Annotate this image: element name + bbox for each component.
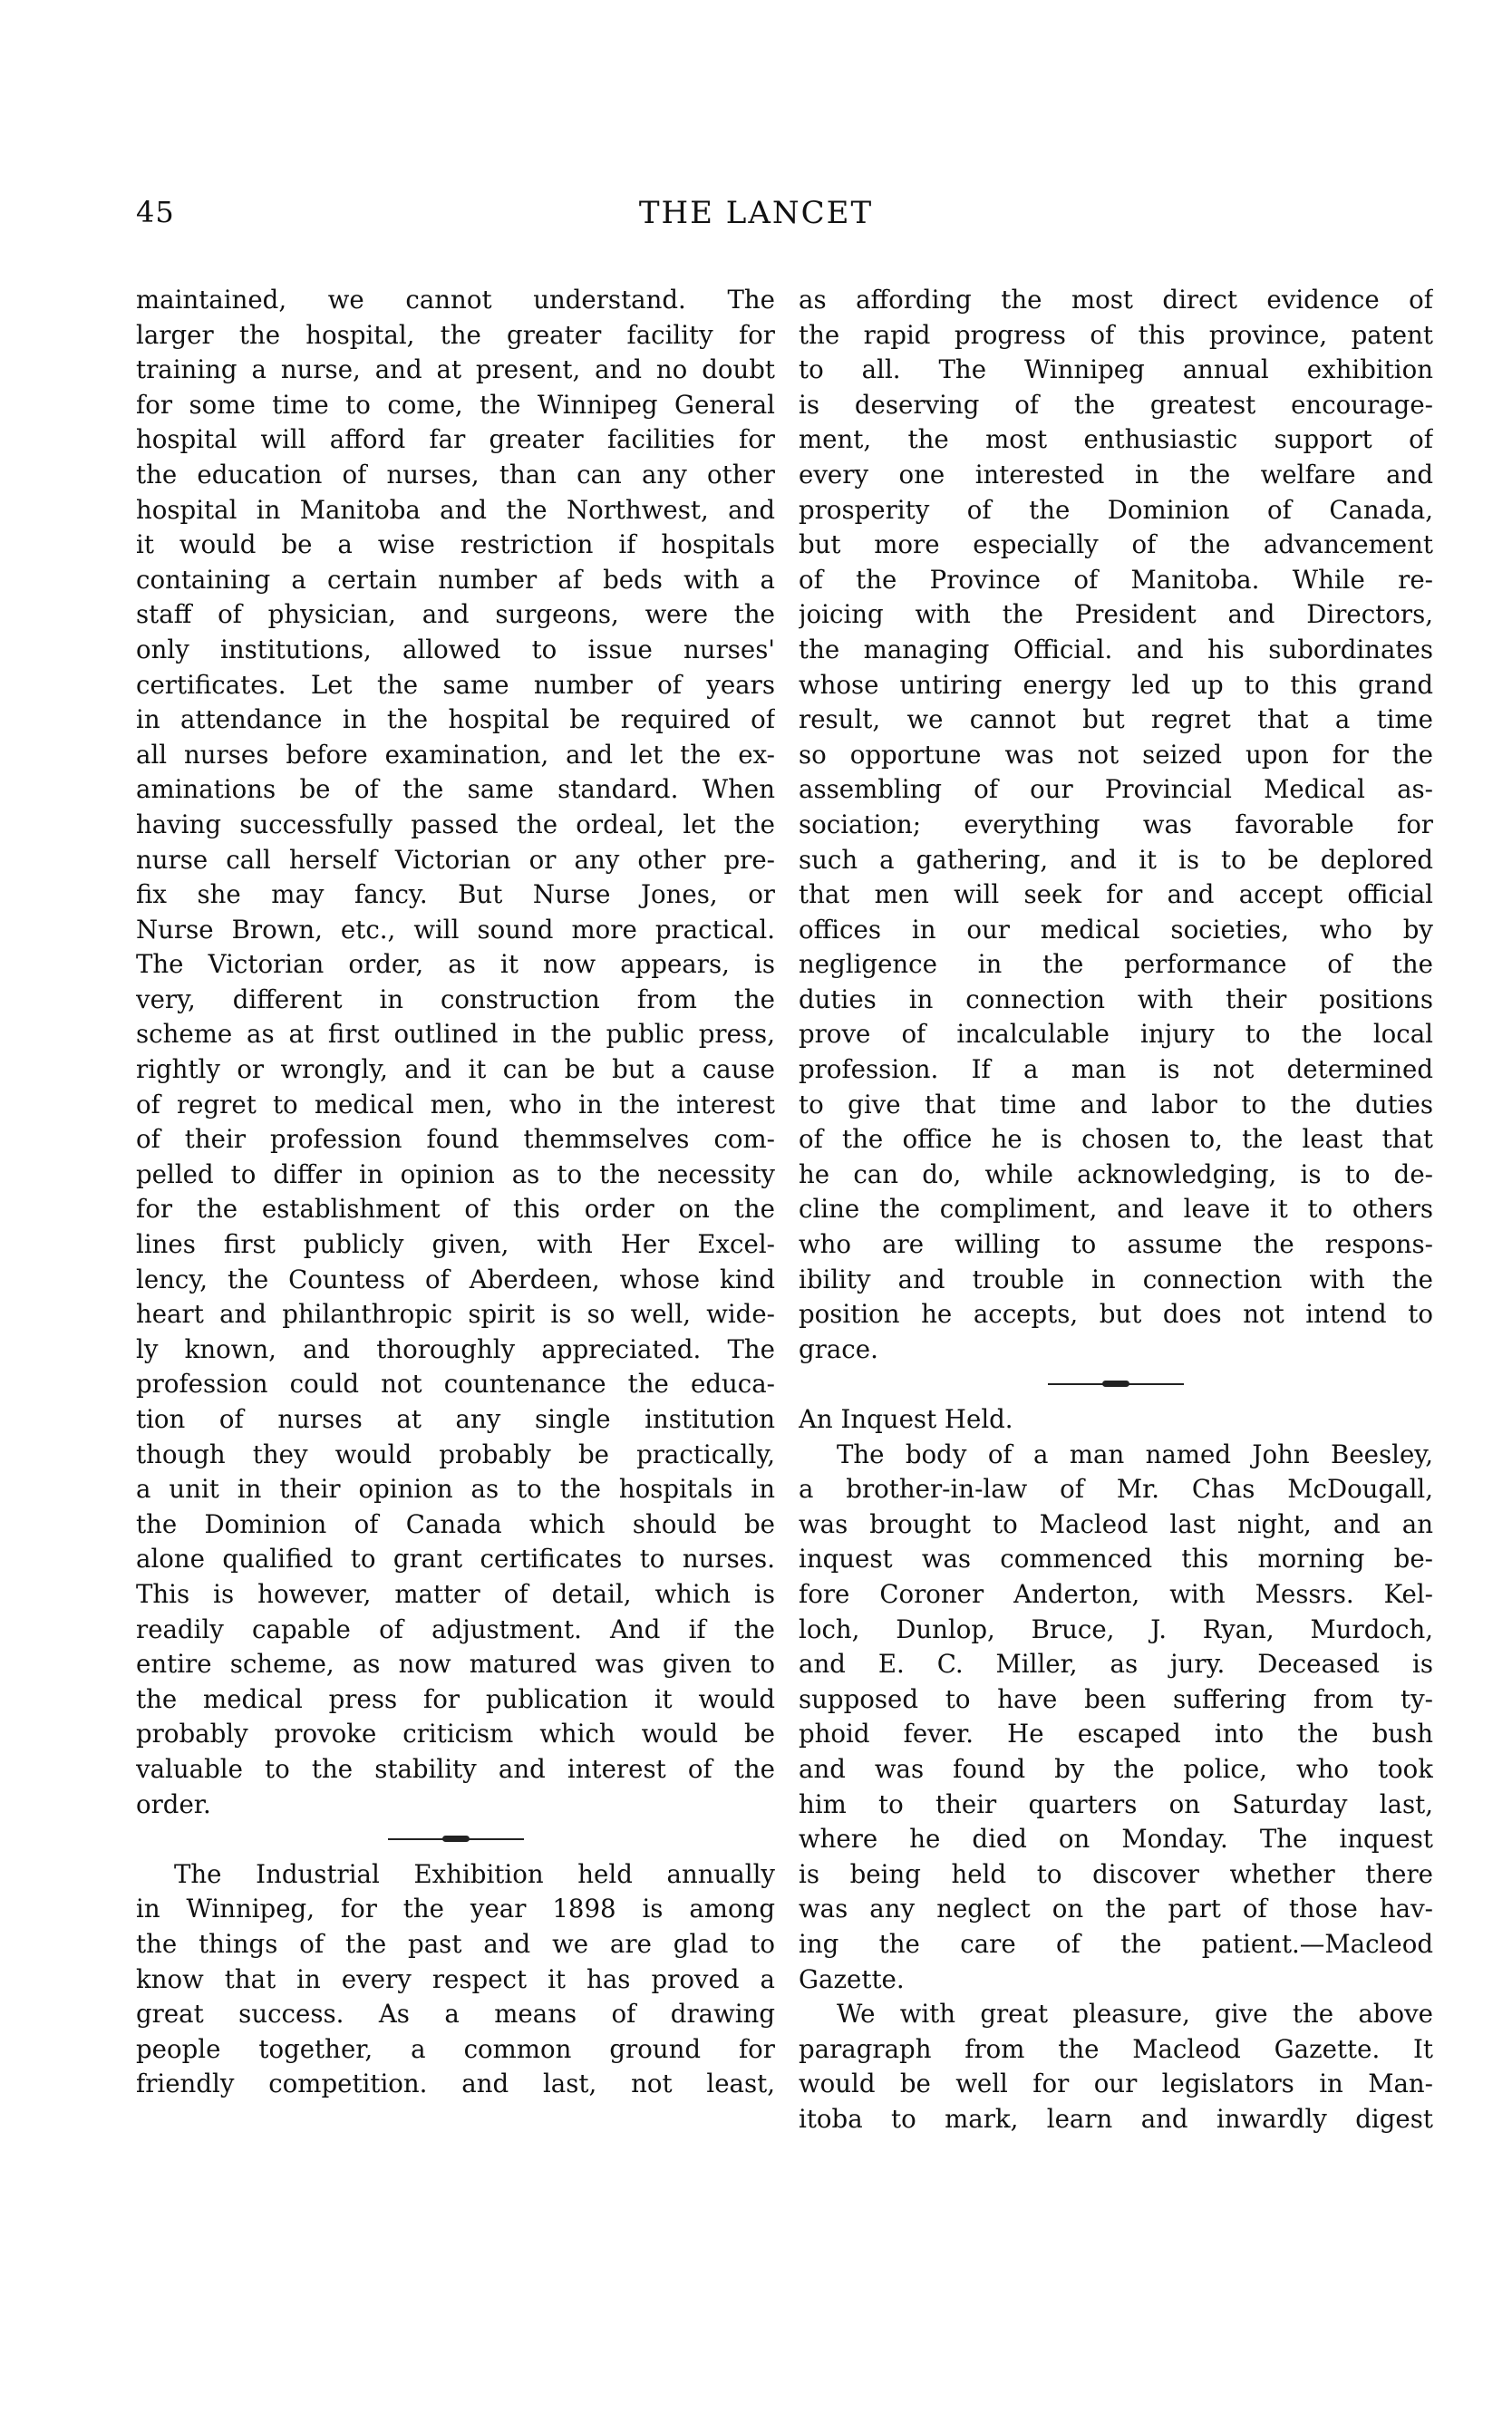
- text-line: in Winnipeg, for the year 1898 is among: [136, 1894, 775, 1924]
- page-header: [0, 195, 1512, 249]
- text-line: a unit in their opinion as to the hospitals in: [136, 1474, 775, 1505]
- text-line: the Dominion of Canada which should be: [136, 1508, 775, 1539]
- text-line: maintained, we cannot understand. The: [136, 285, 775, 315]
- text-line: it would be a wise restriction if hospitals: [136, 529, 775, 560]
- text-line: negligence in the performance of the: [799, 949, 1433, 980]
- text-line: a brother-in-law of Mr. Chas McDougall,: [799, 1474, 1433, 1505]
- text-line: fix she may fancy. But Nurse Jones, or: [136, 879, 775, 910]
- text-line: offices in our medical societies, who by: [799, 914, 1433, 945]
- text-line: profession could not countenance the educa-: [136, 1369, 775, 1400]
- section-divider: [136, 1822, 775, 1857]
- text-line: This is however, matter of detail, which is: [136, 1578, 775, 1609]
- text-line: ly known, and thoroughly appreciated. The: [136, 1333, 775, 1364]
- text-line: but more especially of the advancement: [799, 529, 1433, 560]
- text-line: having successfully passed the ordeal, let the: [136, 809, 775, 839]
- text-line: entire scheme, as now matured was given to: [136, 1649, 775, 1680]
- text-line: The Industrial Exhibition held annually: [174, 1858, 775, 1889]
- text-line: position he accepts, but does not intend to: [799, 1299, 1433, 1330]
- text-line: order.: [136, 1788, 211, 1819]
- text-line: was brought to Macleod last night, and an: [799, 1508, 1433, 1539]
- text-line: larger the hospital, the greater facility for: [136, 319, 775, 350]
- text-line: aminations be of the same standard. When: [136, 774, 775, 805]
- text-line: is deserving of the greatest encourage-: [799, 389, 1433, 420]
- text-line: lency, the Countess of Aberdeen, whose kind: [136, 1264, 775, 1294]
- text-line: duties in connection with their positions: [799, 984, 1433, 1014]
- text-line: every one interested in the welfare and: [799, 459, 1433, 489]
- text-line: tion of nurses at any single institution: [136, 1404, 775, 1434]
- text-line: the medical press for publication it would: [136, 1683, 775, 1714]
- page-number: 45: [136, 195, 175, 229]
- text-line: of their profession found themmselves com-: [136, 1124, 775, 1155]
- right-column: [799, 283, 1433, 2137]
- text-line: We with great pleasure, give the above: [837, 1999, 1433, 2030]
- text-line: readily capable of adjustment. And if the: [136, 1614, 775, 1644]
- text-line: The body of a man named John Beesley,: [837, 1439, 1433, 1469]
- text-line: that men will seek for and accept official: [799, 879, 1433, 910]
- text-line: supposed to have been suffering from ty-: [799, 1683, 1433, 1714]
- text-line: only institutions, allowed to issue nurses': [136, 634, 775, 664]
- text-line: hospital in Manitoba and the Northwest, and: [136, 494, 775, 525]
- text-line: ing the care of the patient.—Macleod: [799, 1928, 1433, 1959]
- text-line: sociation; everything was favorable for: [799, 809, 1433, 839]
- text-line: and E. C. Miller, as jury. Deceased is: [799, 1649, 1433, 1680]
- text-line: probably provoke criticism which would be: [136, 1719, 775, 1749]
- text-line: and was found by the police, who took: [799, 1753, 1433, 1784]
- text-line: cline the compliment, and leave it to others: [799, 1194, 1433, 1225]
- text-line: pelled to differ in opinion as to the necessity: [136, 1158, 775, 1189]
- text-line: Gazette.: [799, 1963, 905, 1994]
- text-line: was any neglect on the part of those hav-: [799, 1894, 1433, 1924]
- text-line: grace.: [799, 1333, 878, 1364]
- text-line: for the establishment of this order on the: [136, 1194, 775, 1225]
- text-line: him to their quarters on Saturday last,: [799, 1788, 1433, 1819]
- text-line: staff of physician, and surgeons, were the: [136, 599, 775, 630]
- text-line: in attendance in the hospital be required of: [136, 704, 775, 735]
- text-line: heart and philanthropic spirit is so well, wide-: [136, 1299, 775, 1330]
- text-line: of the Province of Manitoba. While re-: [799, 564, 1433, 595]
- text-line: know that in every respect it has proved a: [136, 1963, 775, 1994]
- text-line: hospital will afford far greater facilities for: [136, 424, 775, 455]
- text-line: who are willing to assume the respons-: [799, 1229, 1433, 1260]
- running-head: THE LANCET: [638, 195, 874, 231]
- text-line: loch, Dunlop, Bruce, J. Ryan, Murdoch,: [799, 1614, 1433, 1644]
- text-line: profession. If a man is not determined: [799, 1054, 1433, 1085]
- text-line: alone qualified to grant certificates to nurses.: [136, 1544, 775, 1575]
- text-line: of regret to medical men, who in the interest: [136, 1089, 775, 1119]
- text-line: certificates. Let the same number of years: [136, 669, 775, 700]
- text-line: phoid fever. He escaped into the bush: [799, 1719, 1433, 1749]
- text-line: so opportune was not seized upon for the: [799, 739, 1433, 770]
- text-line: Nurse Brown, etc., will sound more practical.: [136, 914, 775, 945]
- text-line: great success. As a means of drawing: [136, 1999, 775, 2030]
- text-line: nurse call herself Victorian or any other pre-: [136, 844, 775, 875]
- text-line: The Victorian order, as it now appears, is: [136, 949, 775, 980]
- text-line: for some time to come, the Winnipeg General: [136, 389, 775, 420]
- text-line: fore Coroner Anderton, with Messrs. Kel-: [799, 1578, 1433, 1609]
- section-heading: An Inquest Held.: [799, 1404, 1013, 1434]
- text-line: prove of incalculable injury to the local: [799, 1019, 1433, 1050]
- text-line: lines first publicly given, with Her Excel-: [136, 1229, 775, 1260]
- text-line: ment, the most enthusiastic support of: [799, 424, 1433, 455]
- text-line: training a nurse, and at present, and no doubt: [136, 354, 775, 385]
- text-line: is being held to discover whether there: [799, 1858, 1433, 1889]
- text-line: people together, a common ground for: [136, 2033, 775, 2064]
- text-line: such a gathering, and it is to be deplored: [799, 844, 1433, 875]
- text-line: where he died on Monday. The inquest: [799, 1824, 1433, 1855]
- text-line: whose untiring energy led up to this grand: [799, 669, 1433, 700]
- text-line: scheme as at first outlined in the public press,: [136, 1019, 775, 1050]
- text-line: of the office he is chosen to, the least that: [799, 1124, 1433, 1155]
- text-line: the managing Official. and his subordinates: [799, 634, 1433, 664]
- text-line: though they would probably be practically,: [136, 1439, 775, 1469]
- text-line: friendly competition. and last, not least,: [136, 2069, 775, 2099]
- text-line: ibility and trouble in connection with the: [799, 1264, 1433, 1294]
- text-line: would be well for our legislators in Man-: [799, 2069, 1433, 2099]
- text-line: paragraph from the Macleod Gazette. It: [799, 2033, 1433, 2064]
- text-line: the things of the past and we are glad to: [136, 1928, 775, 1959]
- left-column: [136, 283, 775, 2102]
- text-line: prosperity of the Dominion of Canada,: [799, 494, 1433, 525]
- section-divider: [799, 1367, 1433, 1402]
- text-line: all nurses before examination, and let the ex-: [136, 739, 775, 770]
- text-line: containing a certain number af beds with a: [136, 564, 775, 595]
- text-line: he can do, while acknowledging, is to de-: [799, 1158, 1433, 1189]
- text-line: the rapid progress of this province, patent: [799, 319, 1433, 350]
- text-line: the education of nurses, than can any other: [136, 459, 775, 489]
- text-line: to all. The Winnipeg annual exhibition: [799, 354, 1433, 385]
- text-line: to give that time and labor to the duties: [799, 1089, 1433, 1119]
- text-line: assembling of our Provincial Medical as-: [799, 774, 1433, 805]
- text-line: itoba to mark, learn and inwardly digest: [799, 2103, 1433, 2134]
- text-line: valuable to the stability and interest of the: [136, 1753, 775, 1784]
- text-line: inquest was commenced this morning be-: [799, 1544, 1433, 1575]
- text-line: as affording the most direct evidence of: [799, 285, 1433, 315]
- text-line: result, we cannot but regret that a time: [799, 704, 1433, 735]
- text-line: very, different in construction from the: [136, 984, 775, 1014]
- text-line: rightly or wrongly, and it can be but a cause: [136, 1054, 775, 1085]
- text-line: joicing with the President and Directors,: [799, 599, 1433, 630]
